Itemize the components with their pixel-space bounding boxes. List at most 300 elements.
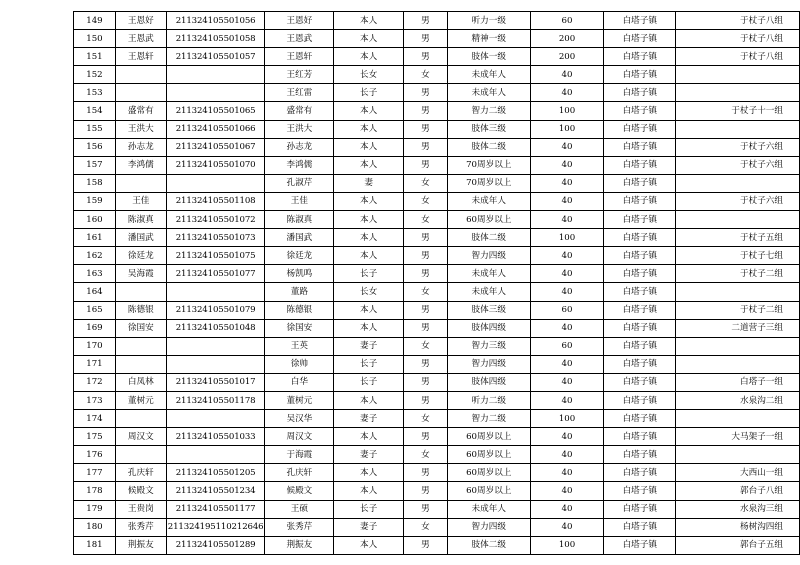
table-row [74,265,800,283]
cell-town: 白塔子镇 [604,482,676,500]
cell-seq: 170 [74,337,116,355]
cell-member-name: 李鸿儒 [265,156,334,174]
cell-relation: 妻 [334,174,404,192]
cell-address: 于杖子二组 [676,265,800,283]
cell-town: 白塔子镇 [604,30,676,48]
cell-member-name: 徐国安 [265,319,334,337]
cell-id-number [166,283,265,301]
cell-relation: 本人 [334,319,404,337]
cell-town: 白塔子镇 [604,174,676,192]
cell-amount: 40 [530,428,604,446]
cell-category: 未成年人 [447,84,530,102]
cell-seq: 158 [74,174,116,192]
cell-address: 于杖子八组 [676,48,800,66]
cell-address: 于杖子八组 [676,12,800,30]
cell-town: 白塔子镇 [604,229,676,247]
table-row [74,482,800,500]
cell-category: 未成年人 [447,265,530,283]
cell-id-number: 211324105501058 [166,30,265,48]
cell-category: 肢体二级 [447,536,530,554]
cell-gender: 女 [404,66,448,84]
cell-applicant: 王恩武 [115,30,166,48]
cell-town: 白塔子镇 [604,247,676,265]
table-row [74,319,800,337]
cell-seq: 159 [74,192,116,210]
cell-member-name: 孙志龙 [265,138,334,156]
table-row [74,373,800,391]
cell-gender: 男 [404,355,448,373]
cell-id-number: 211324105501289 [166,536,265,554]
cell-address: 杨树沟四组 [676,518,800,536]
cell-address [676,410,800,428]
cell-amount: 200 [530,48,604,66]
cell-id-number: 211324195110212646 [166,518,265,536]
cell-member-name: 董路 [265,283,334,301]
cell-category: 智力四级 [447,247,530,265]
cell-applicant: 王贵岗 [115,500,166,518]
cell-gender: 男 [404,102,448,120]
table-row [74,120,800,138]
cell-address: 白塔子一组 [676,373,800,391]
cell-gender: 男 [404,428,448,446]
cell-address: 于杖子十一组 [676,102,800,120]
cell-gender: 男 [404,229,448,247]
cell-town: 白塔子镇 [604,355,676,373]
cell-applicant: 董树元 [115,391,166,409]
cell-category: 肢体三级 [447,301,530,319]
cell-amount: 100 [530,410,604,428]
cell-applicant [115,174,166,192]
table-row [74,66,800,84]
cell-applicant: 荆振友 [115,536,166,554]
cell-amount: 40 [530,192,604,210]
cell-category: 肢体二级 [447,138,530,156]
cell-id-number [166,355,265,373]
table-row [74,84,800,102]
cell-category: 肢体四级 [447,373,530,391]
table-row [74,536,800,554]
cell-seq: 173 [74,391,116,409]
cell-relation: 本人 [334,482,404,500]
cell-amount: 40 [530,518,604,536]
cell-id-number: 211324105501048 [166,319,265,337]
cell-address: 大马架子一组 [676,428,800,446]
cell-seq: 169 [74,319,116,337]
cell-relation: 本人 [334,211,404,229]
cell-town: 白塔子镇 [604,66,676,84]
cell-address: 于杖子二组 [676,301,800,319]
cell-member-name: 王佳 [265,192,334,210]
cell-category: 60周岁以上 [447,428,530,446]
cell-town: 白塔子镇 [604,265,676,283]
cell-address: 水泉沟三组 [676,500,800,518]
cell-category: 智力二级 [447,102,530,120]
cell-seq: 162 [74,247,116,265]
cell-relation: 长子 [334,500,404,518]
table-row [74,446,800,464]
cell-town: 白塔子镇 [604,391,676,409]
cell-member-name: 王红芳 [265,66,334,84]
cell-relation: 本人 [334,156,404,174]
cell-category: 肢体四级 [447,319,530,337]
cell-member-name: 潘国武 [265,229,334,247]
cell-category: 精神一级 [447,30,530,48]
cell-amount: 60 [530,12,604,30]
cell-seq: 174 [74,410,116,428]
cell-id-number: 211324105501072 [166,211,265,229]
cell-member-name: 杨凯鸣 [265,265,334,283]
cell-applicant [115,446,166,464]
cell-applicant: 白凤林 [115,373,166,391]
cell-category: 智力四级 [447,518,530,536]
cell-seq: 179 [74,500,116,518]
cell-seq: 154 [74,102,116,120]
cell-applicant: 王恩好 [115,12,166,30]
cell-amount: 40 [530,446,604,464]
cell-amount: 200 [530,30,604,48]
cell-member-name: 张秀芹 [265,518,334,536]
cell-id-number: 211324105501067 [166,138,265,156]
cell-applicant: 候殿文 [115,482,166,500]
cell-applicant: 陈德银 [115,301,166,319]
cell-relation: 本人 [334,120,404,138]
cell-amount: 40 [530,319,604,337]
cell-member-name: 王英 [265,337,334,355]
cell-member-name: 王红雷 [265,84,334,102]
cell-gender: 女 [404,518,448,536]
table-row [74,500,800,518]
cell-category: 肢体一级 [447,48,530,66]
cell-relation: 本人 [334,391,404,409]
cell-applicant [115,283,166,301]
cell-category: 70周岁以上 [447,174,530,192]
cell-gender: 女 [404,337,448,355]
cell-seq: 151 [74,48,116,66]
cell-town: 白塔子镇 [604,211,676,229]
cell-id-number [166,410,265,428]
cell-seq: 165 [74,301,116,319]
table-row [74,301,800,319]
cell-gender: 女 [404,174,448,192]
cell-town: 白塔子镇 [604,428,676,446]
table-body [74,12,800,555]
cell-category: 智力三级 [447,337,530,355]
cell-member-name: 徐廷龙 [265,247,334,265]
cell-amount: 60 [530,337,604,355]
table-row [74,12,800,30]
cell-address: 于杖子五组 [676,229,800,247]
cell-amount: 40 [530,482,604,500]
cell-id-number: 211324105501070 [166,156,265,174]
cell-category: 听力二级 [447,391,530,409]
cell-relation: 长子 [334,355,404,373]
subsidy-roster-table [73,11,800,555]
cell-town: 白塔子镇 [604,192,676,210]
cell-address [676,66,800,84]
cell-amount: 100 [530,229,604,247]
cell-address [676,337,800,355]
cell-id-number [166,66,265,84]
cell-relation: 妻子 [334,518,404,536]
cell-seq: 181 [74,536,116,554]
cell-gender: 男 [404,156,448,174]
cell-category: 未成年人 [447,283,530,301]
cell-relation: 本人 [334,102,404,120]
cell-seq: 171 [74,355,116,373]
cell-seq: 149 [74,12,116,30]
table-row [74,138,800,156]
cell-applicant: 孙志龙 [115,138,166,156]
cell-id-number: 211324105501017 [166,373,265,391]
table-row [74,355,800,373]
cell-id-number: 211324105501234 [166,482,265,500]
cell-category: 智力四级 [447,355,530,373]
cell-member-name: 荆振友 [265,536,334,554]
cell-town: 白塔子镇 [604,283,676,301]
cell-town: 白塔子镇 [604,48,676,66]
cell-relation: 妻子 [334,446,404,464]
cell-id-number: 211324105501205 [166,464,265,482]
table-row [74,192,800,210]
cell-gender: 男 [404,84,448,102]
cell-address: 二道营子三组 [676,319,800,337]
cell-id-number: 211324105501066 [166,120,265,138]
table-row [74,283,800,301]
cell-gender: 男 [404,30,448,48]
cell-gender: 男 [404,373,448,391]
cell-amount: 100 [530,536,604,554]
cell-applicant [115,66,166,84]
cell-id-number: 211324105501057 [166,48,265,66]
cell-address: 水泉沟二组 [676,391,800,409]
cell-town: 白塔子镇 [604,138,676,156]
cell-category: 肢体三级 [447,120,530,138]
cell-address [676,283,800,301]
cell-address: 于杖子六组 [676,138,800,156]
cell-town: 白塔子镇 [604,319,676,337]
cell-address: 于杖子七组 [676,247,800,265]
cell-gender: 女 [404,410,448,428]
cell-address: 于杖子六组 [676,156,800,174]
cell-relation: 妻子 [334,337,404,355]
cell-town: 白塔子镇 [604,446,676,464]
cell-applicant: 王佳 [115,192,166,210]
cell-amount: 40 [530,66,604,84]
cell-seq: 152 [74,66,116,84]
cell-gender: 男 [404,138,448,156]
cell-address [676,174,800,192]
cell-applicant: 李鸿儒 [115,156,166,174]
cell-id-number: 211324105501177 [166,500,265,518]
cell-relation: 本人 [334,428,404,446]
cell-address [676,84,800,102]
cell-gender: 男 [404,319,448,337]
cell-gender: 女 [404,283,448,301]
cell-amount: 40 [530,138,604,156]
cell-amount: 40 [530,373,604,391]
cell-gender: 男 [404,48,448,66]
cell-address: 于杖子六组 [676,192,800,210]
cell-id-number: 211324105501033 [166,428,265,446]
cell-gender: 男 [404,120,448,138]
cell-relation: 本人 [334,138,404,156]
cell-applicant: 徐国安 [115,319,166,337]
cell-amount: 40 [530,500,604,518]
cell-member-name: 王恩轩 [265,48,334,66]
table-row [74,156,800,174]
cell-town: 白塔子镇 [604,301,676,319]
cell-id-number: 211324105501178 [166,391,265,409]
cell-address: 郭台子八组 [676,482,800,500]
cell-id-number: 211324105501065 [166,102,265,120]
cell-relation: 本人 [334,247,404,265]
cell-seq: 153 [74,84,116,102]
cell-amount: 100 [530,102,604,120]
cell-amount: 40 [530,355,604,373]
table-row [74,464,800,482]
cell-applicant [115,337,166,355]
cell-amount: 40 [530,211,604,229]
cell-category: 60周岁以上 [447,464,530,482]
cell-member-name: 孔淑芹 [265,174,334,192]
cell-relation: 本人 [334,192,404,210]
cell-seq: 164 [74,283,116,301]
cell-relation: 长子 [334,373,404,391]
cell-member-name: 孔庆轩 [265,464,334,482]
cell-amount: 40 [530,156,604,174]
cell-relation: 长女 [334,66,404,84]
cell-gender: 男 [404,265,448,283]
cell-gender: 男 [404,12,448,30]
cell-seq: 178 [74,482,116,500]
cell-town: 白塔子镇 [604,500,676,518]
cell-amount: 40 [530,265,604,283]
cell-member-name: 王恩武 [265,30,334,48]
cell-amount: 40 [530,247,604,265]
cell-applicant: 吴海霞 [115,265,166,283]
cell-relation: 本人 [334,229,404,247]
cell-member-name: 王恩好 [265,12,334,30]
cell-category: 60周岁以上 [447,211,530,229]
cell-member-name: 王硕 [265,500,334,518]
cell-town: 白塔子镇 [604,464,676,482]
cell-town: 白塔子镇 [604,373,676,391]
cell-seq: 155 [74,120,116,138]
cell-applicant: 周汉文 [115,428,166,446]
cell-member-name: 王洪大 [265,120,334,138]
cell-town: 白塔子镇 [604,102,676,120]
cell-amount: 40 [530,391,604,409]
cell-id-number [166,174,265,192]
cell-seq: 161 [74,229,116,247]
cell-seq: 176 [74,446,116,464]
cell-relation: 长女 [334,283,404,301]
cell-address: 郭台子五组 [676,536,800,554]
cell-seq: 172 [74,373,116,391]
cell-member-name: 盛常有 [265,102,334,120]
cell-gender: 男 [404,464,448,482]
cell-member-name: 陈淑真 [265,211,334,229]
cell-applicant [115,355,166,373]
cell-amount: 40 [530,464,604,482]
cell-applicant: 徐廷龙 [115,247,166,265]
cell-gender: 男 [404,536,448,554]
table-row [74,48,800,66]
cell-category: 听力一级 [447,12,530,30]
cell-gender: 男 [404,391,448,409]
cell-applicant [115,410,166,428]
cell-relation: 本人 [334,12,404,30]
cell-member-name: 陈德银 [265,301,334,319]
cell-id-number: 211324105501077 [166,265,265,283]
cell-gender: 男 [404,482,448,500]
cell-category: 肢体二级 [447,229,530,247]
cell-member-name: 周汉文 [265,428,334,446]
cell-seq: 156 [74,138,116,156]
table-row [74,229,800,247]
cell-town: 白塔子镇 [604,536,676,554]
cell-seq: 150 [74,30,116,48]
cell-applicant: 王恩轩 [115,48,166,66]
cell-seq: 180 [74,518,116,536]
cell-relation: 长子 [334,265,404,283]
cell-member-name: 于海霞 [265,446,334,464]
cell-relation: 本人 [334,301,404,319]
cell-town: 白塔子镇 [604,120,676,138]
cell-address: 大西山一组 [676,464,800,482]
cell-id-number [166,337,265,355]
cell-town: 白塔子镇 [604,410,676,428]
cell-category: 智力二级 [447,410,530,428]
cell-category: 未成年人 [447,500,530,518]
table-row [74,391,800,409]
cell-member-name: 徐帅 [265,355,334,373]
table-row [74,30,800,48]
table-row [74,247,800,265]
cell-relation: 妻子 [334,410,404,428]
cell-gender: 女 [404,211,448,229]
cell-seq: 163 [74,265,116,283]
cell-town: 白塔子镇 [604,12,676,30]
cell-applicant [115,84,166,102]
cell-seq: 175 [74,428,116,446]
cell-id-number: 211324105501075 [166,247,265,265]
cell-seq: 160 [74,211,116,229]
cell-member-name: 白华 [265,373,334,391]
cell-seq: 157 [74,156,116,174]
cell-id-number [166,446,265,464]
cell-amount: 60 [530,301,604,319]
table-row [74,337,800,355]
cell-applicant: 陈淑真 [115,211,166,229]
cell-applicant: 盛常有 [115,102,166,120]
cell-id-number: 211324105501073 [166,229,265,247]
cell-category: 60周岁以上 [447,446,530,464]
cell-relation: 长子 [334,84,404,102]
cell-town: 白塔子镇 [604,84,676,102]
cell-gender: 男 [404,247,448,265]
cell-relation: 本人 [334,48,404,66]
cell-id-number: 211324105501056 [166,12,265,30]
cell-amount: 100 [530,120,604,138]
cell-gender: 男 [404,500,448,518]
table-row [74,428,800,446]
table-row [74,174,800,192]
cell-applicant: 王洪大 [115,120,166,138]
cell-address: 于杖子八组 [676,30,800,48]
cell-gender: 男 [404,301,448,319]
cell-address [676,211,800,229]
